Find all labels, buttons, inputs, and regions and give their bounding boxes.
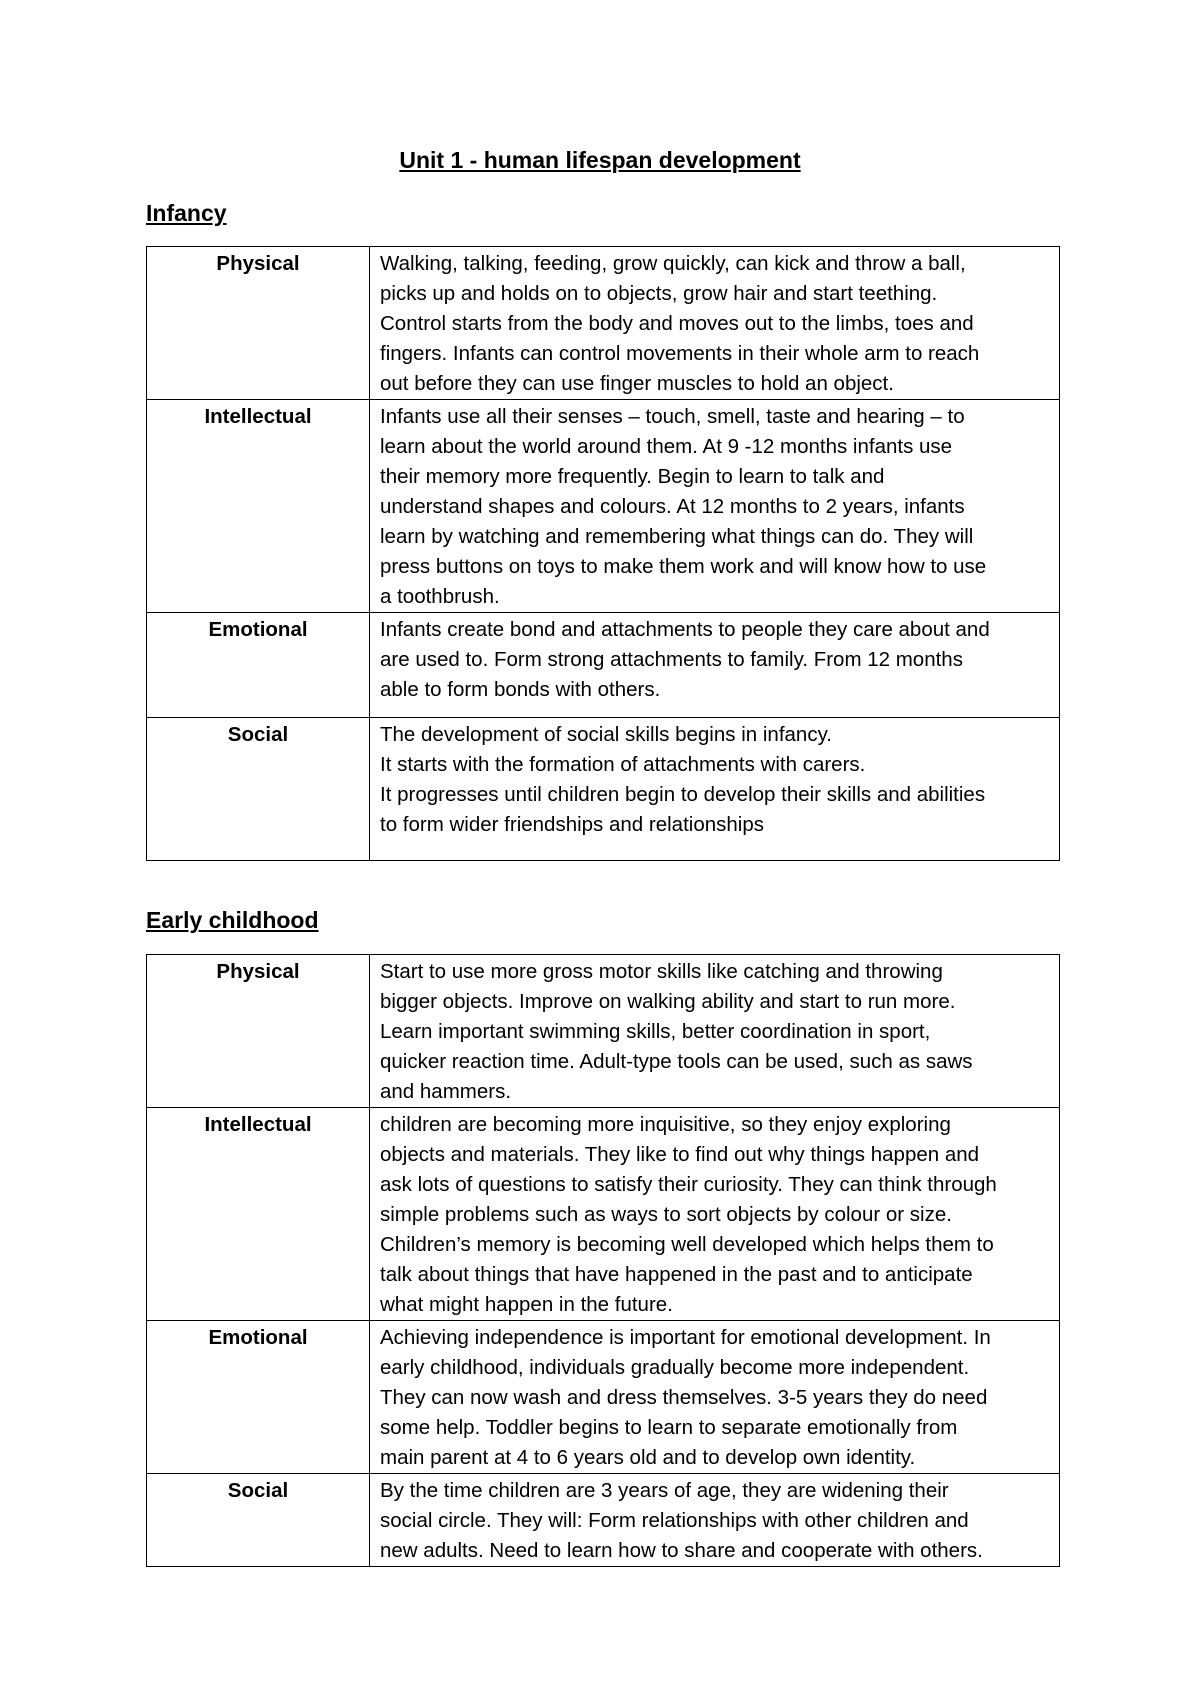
category-cell: Physical [147,247,370,400]
description-cell [370,1108,1060,1321]
description-line: picks up and holds on to objects, grow hair and start teething. [380,282,938,305]
description-line: It progresses until children begin to develop their skills and abilities [380,783,986,806]
description-line: By the time children are 3 years of age, they are widening their [380,1479,949,1502]
description-cell [370,400,1060,613]
infancy-table [146,246,1060,861]
description-line: simple problems such as ways to sort objects by colour or size. [380,1203,952,1226]
description-line: learn about the world around them. At 9 -12 months infants use [380,435,953,458]
description-line: Control starts from the body and moves out to the limbs, toes and [380,312,974,335]
description-line: Infants use all their senses – touch, smell, taste and hearing – to [380,405,965,428]
description-line: talk about things that have happened in the past and to anticipate [380,1263,973,1286]
description-line: early childhood, individuals gradually become more independent. [380,1356,970,1379]
description-line: Walking, talking, feeding, grow quickly, can kick and throw a ball, [380,252,966,275]
table-row [147,613,1060,718]
description-line: are used to. Form strong attachments to family. From 12 months [380,648,963,671]
description-line: ask lots of questions to satisfy their curiosity. They can think through [380,1173,997,1196]
description-line: Learn important swimming skills, better coordination in sport, [380,1020,931,1043]
description-cell [370,1321,1060,1474]
early-childhood-table [146,954,1060,1567]
description-line: children are becoming more inquisitive, so they enjoy exploring [380,1113,951,1136]
category-cell: Intellectual [147,400,370,613]
description-line: objects and materials. They like to find out why things happen and [380,1143,980,1166]
category-cell: Social [147,718,370,861]
description-line: able to form bonds with others. [380,678,661,701]
description-line: quicker reaction time. Adult-type tools can be used, such as saws [380,1050,973,1073]
description-cell [370,718,1060,861]
table-row [147,1321,1060,1474]
section-heading-infancy: Infancy [146,200,227,226]
description-line: They can now wash and dress themselves. 3-5 years they do need [380,1386,988,1409]
description-cell [370,613,1060,718]
table-row [147,718,1060,861]
description-cell [370,247,1060,400]
category-cell: Emotional [147,1321,370,1474]
description-line: bigger objects. Improve on walking ability and start to run more. [380,990,956,1013]
description-cell [370,955,1060,1108]
description-line: Infants create bond and attachments to people they care about and [380,618,990,641]
description-line: Achieving independence is important for emotional development. In [380,1326,991,1349]
description-line: It starts with the formation of attachments with carers. [380,753,866,776]
description-line: a toothbrush. [380,585,500,608]
table-row [147,1474,1060,1567]
category-cell: Emotional [147,613,370,718]
description-line: out before they can use finger muscles to hold an object. [380,372,894,395]
section-heading-early-childhood: Early childhood [146,907,319,933]
description-line: to form wider friendships and relationships [380,813,764,836]
description-line: their memory more frequently. Begin to learn to talk and [380,465,885,488]
category-cell: Physical [147,955,370,1108]
category-cell: Intellectual [147,1108,370,1321]
description-line: The development of social skills begins in infancy. [380,723,832,746]
description-cell [370,1474,1060,1567]
table-row [147,247,1060,400]
category-cell: Social [147,1474,370,1567]
description-line: fingers. Infants can control movements in their whole arm to reach [380,342,980,365]
description-line: press buttons on toys to make them work and will know how to use [380,555,987,578]
page-title: Unit 1 - human lifespan development [399,147,801,173]
table-row [147,1108,1060,1321]
description-line: Children’s memory is becoming well developed which helps them to [380,1233,994,1256]
description-line: understand shapes and colours. At 12 months to 2 years, infants [380,495,965,518]
description-line: what might happen in the future. [380,1293,673,1316]
table-row [147,400,1060,613]
description-line: learn by watching and remembering what things can do. They will [380,525,974,548]
table-row [147,955,1060,1108]
description-line: main parent at 4 to 6 years old and to develop own identity. [380,1446,916,1469]
description-line: some help. Toddler begins to learn to separate emotionally from [380,1416,958,1439]
description-line: Start to use more gross motor skills like catching and throwing [380,960,943,983]
description-line: social circle. They will: Form relationships with other children and [380,1509,969,1532]
description-line: and hammers. [380,1080,512,1103]
description-line: new adults. Need to learn how to share and cooperate with others. [380,1539,983,1562]
